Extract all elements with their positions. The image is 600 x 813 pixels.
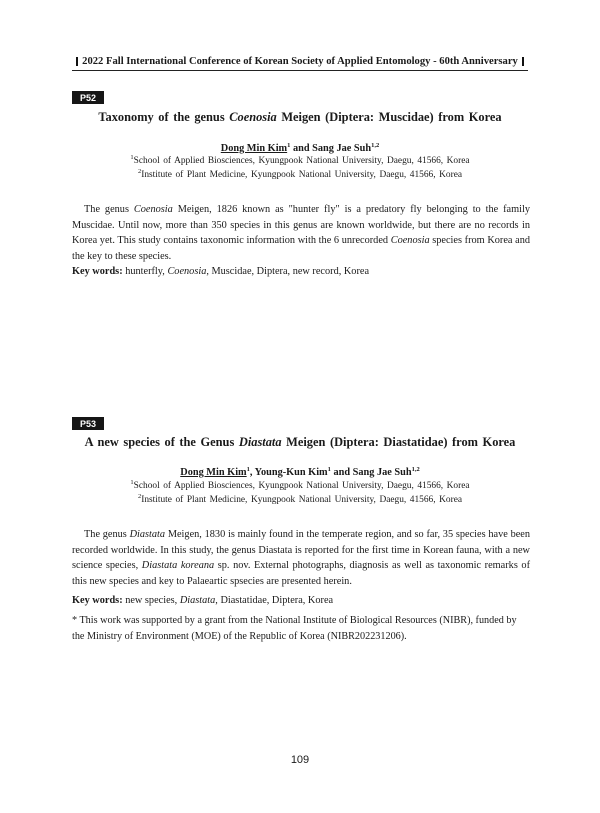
affil-text: Institute of Plant Medicine, Kyungpook National University, Daegu, 41566, Korea <box>141 495 463 505</box>
author-separator: , <box>249 467 255 478</box>
abstract-text: Meigen, 1830 is mainly found in the temperate region, and so far, 35 species have been recorded worldwide. In this study, the genus Diastata is reported for the first time in Korean fauna, with a new science species, <box>72 529 531 572</box>
poster-badge-p53: P53 <box>72 417 104 430</box>
title-text: Meigen (Diptera: Diastatidae) from Korea <box>281 435 516 449</box>
affil-text: School of Applied Biosciences, Kyungpook National University, Daegu, 41566, Korea <box>133 481 470 491</box>
title-text: Taxonomy of the genus <box>98 110 230 124</box>
running-header <box>72 52 528 71</box>
affil-text: Institute of Plant Medicine, Kyungpook National University, Daegu, 41566, Korea <box>141 170 463 180</box>
square-bullet-icon <box>76 57 78 66</box>
funding-note: * This work was supported by a grant from the National Institute of Biological Resources (NIBR), funded by the Ministry of Environment (MOE) of the Republic of Korea (NIBR202231206). <box>72 615 517 642</box>
running-header-text: 2022 Fall International Conference of Korean Society of Applied Entomology - 60th Anniversary <box>82 55 518 67</box>
author-affil-sup: 1 <box>246 466 250 473</box>
keywords-text: new species, <box>122 595 180 606</box>
paper-title-p52 <box>60 110 540 125</box>
abstract-text: The genus <box>84 529 130 540</box>
author-name: Dong Min Kim <box>180 467 247 478</box>
author-affil-sup: 1 <box>287 142 291 149</box>
author-name: Dong Min Kim <box>220 143 288 154</box>
page-number: 109 <box>290 754 310 766</box>
keywords-text: , Muscidae, Diptera, new record, Korea <box>206 266 370 277</box>
keywords-genus: Diastata <box>179 595 216 606</box>
title-text: A new species of the Genus <box>84 435 239 449</box>
affil-sup: 1 <box>130 479 134 486</box>
abstract-genus: Coenosia <box>133 204 173 215</box>
affil-sup: 2 <box>137 493 142 500</box>
keywords-label: Key words: <box>72 266 123 277</box>
abstract-genus: Diastata <box>129 529 166 540</box>
abstract-text: Meigen, 1826 known as "hunter fly" is a predatory fly belonging to the family Muscidae. Until now, more than 350 species in this genus are known worldwide, but there are no records in Korea yet. This study contains taxonomic information with the 6 unrecorded <box>72 204 530 247</box>
author-list-p52 <box>60 143 540 154</box>
keywords-text: , Diastatidae, Diptera, Korea <box>215 595 334 606</box>
title-text: Meigen (Diptera: Muscidae) from Korea <box>276 110 502 124</box>
author-conjunction: and <box>290 143 313 154</box>
abstract-text: The genus <box>84 204 134 215</box>
square-bullet-icon <box>522 57 524 66</box>
affil-sup: 1 <box>130 154 134 161</box>
abstract-text: sp. nov. External photographs, diagnosis as well as taxonomic remarks of this new species and key to Palaeartic spsecies are presented herein. <box>72 560 530 587</box>
author-affil-sup: 1,2 <box>411 466 420 473</box>
author-list-p53 <box>60 467 540 478</box>
abstract-p52 <box>72 202 530 264</box>
affiliation-2-p52 <box>60 170 540 180</box>
author-name: Sang Jae Suh <box>352 467 412 478</box>
paper-title-p53 <box>60 435 540 450</box>
keywords-p52 <box>72 266 530 277</box>
abstract-text: species from Korea and the key to these species. <box>72 235 531 262</box>
abstract-p53 <box>72 527 530 589</box>
abstract-species: Diastata koreana <box>141 560 215 572</box>
keywords-label: Key words: <box>72 595 123 606</box>
affil-text: School of Applied Biosciences, Kyungpook National University, Daegu, 41566, Korea <box>133 156 470 166</box>
affil-sup: 2 <box>137 168 142 175</box>
abstract-genus: Coenosia <box>390 235 430 247</box>
affiliation-1-p53 <box>60 481 540 491</box>
affiliation-2-p53 <box>60 495 540 505</box>
title-genus: Coenosia <box>229 110 277 124</box>
author-name: Sang Jae Suh <box>312 143 372 154</box>
keywords-genus: Coenosia <box>167 266 207 277</box>
author-affil-sup: 1,2 <box>371 142 380 149</box>
title-genus: Diastata <box>238 435 282 449</box>
author-affil-sup: 1 <box>327 466 331 473</box>
keywords-text: hunterfly, <box>122 266 168 277</box>
affiliation-1-p52 <box>60 156 540 166</box>
author-conjunction: and <box>330 467 353 478</box>
keywords-p53 <box>72 595 530 606</box>
author-name: Young-Kun Kim <box>254 467 328 478</box>
poster-badge-p52: P52 <box>72 91 104 104</box>
